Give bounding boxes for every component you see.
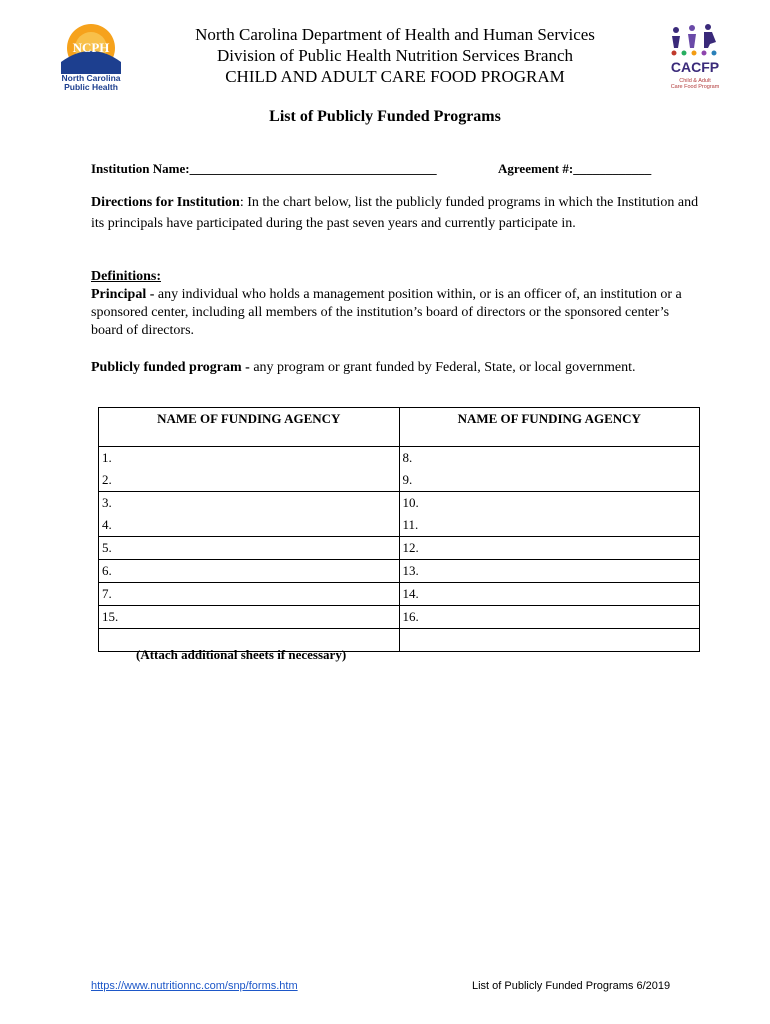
ncph-sun-icon <box>55 22 127 74</box>
definitions-heading: Definitions: <box>91 269 161 284</box>
principal-text: any individual who holds a management position within, or is an officer of, an institution or a sponsored center, including all members of the institution’s board of directors or the sponsored center’s board of directors. <box>91 287 682 338</box>
header-line1: North Carolina Department of Health and Human Services <box>195 25 595 44</box>
table-cell[interactable]: 10. <box>399 492 700 515</box>
principal-label: Principal - <box>91 287 155 302</box>
header-line2: Division of Public Health Nutrition Services Branch <box>217 46 573 65</box>
ncph-line1: North Carolina <box>61 73 121 83</box>
institution-name-field[interactable]: Institution Name:______________________________________ <box>91 161 437 176</box>
ncph-logo <box>55 22 127 96</box>
directions-text: : In the chart below, list the publicly funded programs in which the Institution and its principals have participated during the past seven years and currently participate in. <box>91 195 699 231</box>
table-cell[interactable]: 5. <box>99 537 400 560</box>
table-cell[interactable]: 1. <box>99 447 400 470</box>
table-cell[interactable]: 11. <box>399 514 700 537</box>
forms-link[interactable]: https://www.nutritionnc.com/snp/forms.htm <box>91 980 298 992</box>
table-cell[interactable]: 7. <box>99 583 400 606</box>
agreement-number-field[interactable]: Agreement #:____________ <box>498 161 652 176</box>
table-cell[interactable]: 14. <box>399 583 700 606</box>
table-header: NAME OF FUNDING AGENCY <box>399 408 700 447</box>
publicly-text: any program or grant funded by Federal, State, or local government. <box>249 360 636 375</box>
cacfp-line2: Care Food Program <box>670 84 720 90</box>
table-cell[interactable]: 3. <box>99 492 400 515</box>
funding-agency-table <box>98 407 700 652</box>
agency-header <box>140 24 650 87</box>
table-cell[interactable]: 4. <box>99 514 400 537</box>
publicly-funded-definition <box>91 357 701 378</box>
cacfp-line1: Child & Adult <box>679 78 711 84</box>
directions-paragraph <box>91 192 701 234</box>
table-cell[interactable]: 8. <box>399 447 700 470</box>
table-cell[interactable]: 13. <box>399 560 700 583</box>
table-cell[interactable]: 6. <box>99 560 400 583</box>
page-title: List of Publicly Funded Programs <box>269 108 501 125</box>
cacfp-abbr: CACFP <box>670 59 720 75</box>
table-cell[interactable]: 2. <box>99 469 400 492</box>
publicly-label: Publicly funded program - <box>91 360 250 375</box>
table-cell[interactable]: 9. <box>399 469 700 492</box>
table-header: NAME OF FUNDING AGENCY <box>99 408 400 447</box>
table-cell[interactable]: 12. <box>399 537 700 560</box>
table-cell[interactable] <box>399 629 700 652</box>
attach-note: (Attach additional sheets if necessary) <box>136 647 347 662</box>
form-identifier: List of Publicly Funded Programs 6/2019 <box>472 980 671 992</box>
table-cell[interactable]: 15. <box>99 606 400 629</box>
header-line3: CHILD AND ADULT CARE FOOD PROGRAM <box>225 67 565 86</box>
ncph-line2: Public Health <box>64 82 118 92</box>
cacfp-logo <box>664 22 726 94</box>
directions-label: Directions for Institution <box>91 195 240 210</box>
institution-row <box>91 161 691 177</box>
table-cell[interactable]: 16. <box>399 606 700 629</box>
ncph-abbr: NCPH <box>72 40 110 55</box>
cacfp-figures-icon <box>664 22 726 78</box>
definitions-section <box>91 268 701 340</box>
